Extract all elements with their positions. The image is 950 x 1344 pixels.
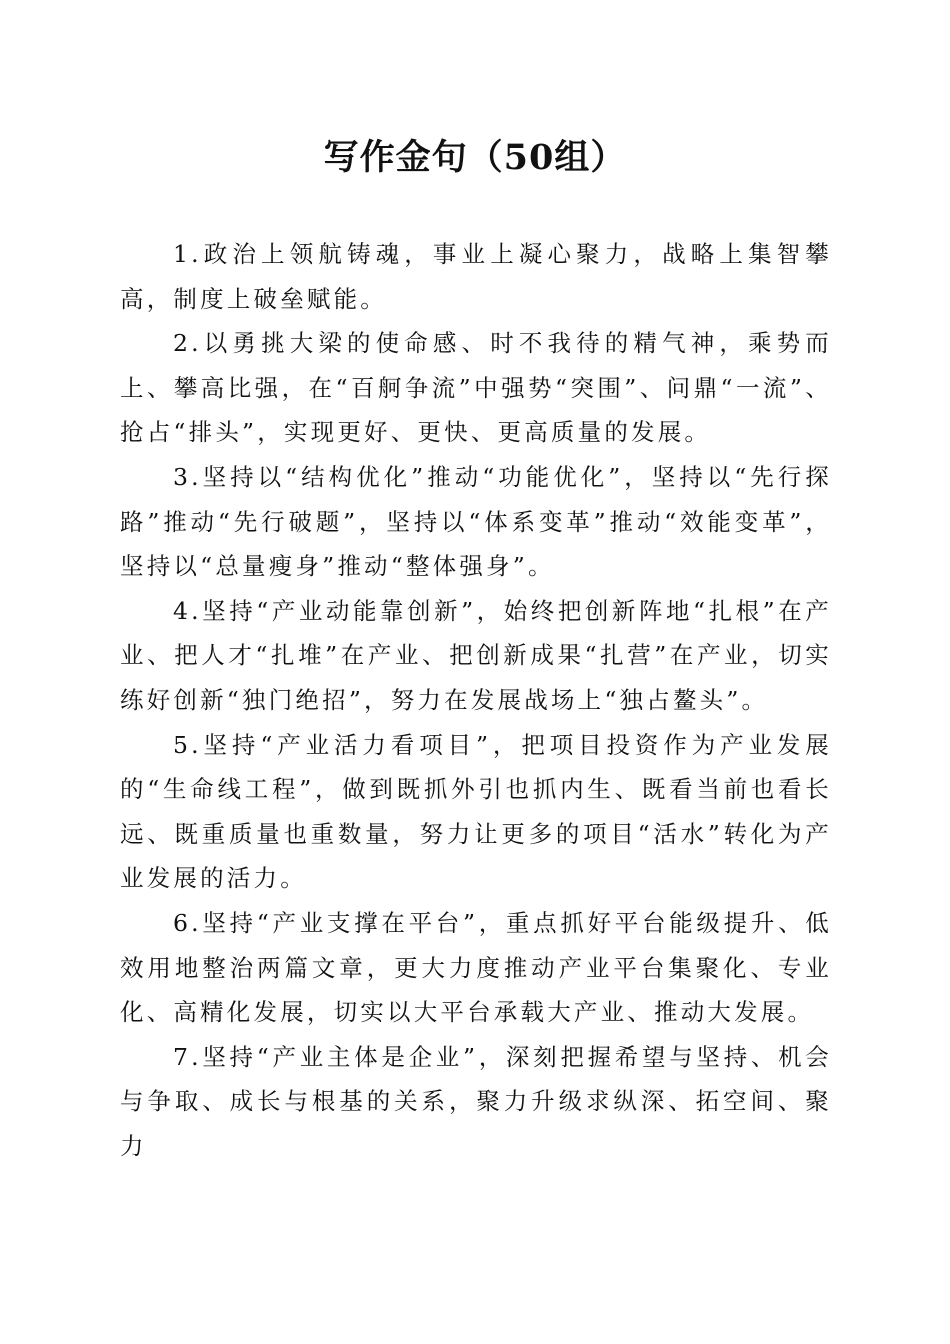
paragraph-3: 3.坚持以“结构优化”推动“功能优化”，坚持以“先行探路”推动“先行破题”，坚持以“体系变革”推动“效能变革”，坚持以“总量瘦身”推动“整体强身”。: [120, 462, 832, 581]
paragraph-2: 2.以勇挑大梁的使命感、时不我待的精气神，乘势而上、攀高比强，在“百舸争流”中强势“突围”、问鼎“一流”、抢占“排头”，实现更好、更快、更高质量的发展。: [120, 329, 832, 447]
paragraph-6: 6.坚持“产业支撑在平台”，重点抓好平台能级提升、低效用地整治两篇文章，更大力度推动产业平台集聚化、专业化、高精化发展，切实以大平台承载大产业、推动大发展。: [120, 908, 832, 1027]
paragraph-4: 4.坚持“产业动能靠创新”，始终把创新阵地“扎根”在产业、把人才“扎堆”在产业、把创新成果“扎营”在产业，切实练好创新“独门绝招”，努力在发展战场上“独占鳌头”。: [120, 596, 832, 714]
document-title: 写作金句（50组）: [323, 137, 627, 178]
paragraph-5: 5.坚持“产业活力看项目”，把项目投资作为产业发展的“生命线工程”，做到既抓外引也抓内生、既看当前也看长远、既重质量也重数量，努力让更多的项目“活水”转化为产业发展的活力。: [120, 730, 832, 893]
paragraph-1: 1.政治上领航铸魂，事业上凝心聚力，战略上集智攀高，制度上破垒赋能。: [120, 240, 832, 313]
paragraph-7: 7.坚持“产业主体是企业”，深刻把握希望与坚持、机会与争取、成长与根基的关系，聚力升级求纵深、拓空间、聚力: [120, 1042, 832, 1160]
document-body: [120, 232, 832, 1168]
